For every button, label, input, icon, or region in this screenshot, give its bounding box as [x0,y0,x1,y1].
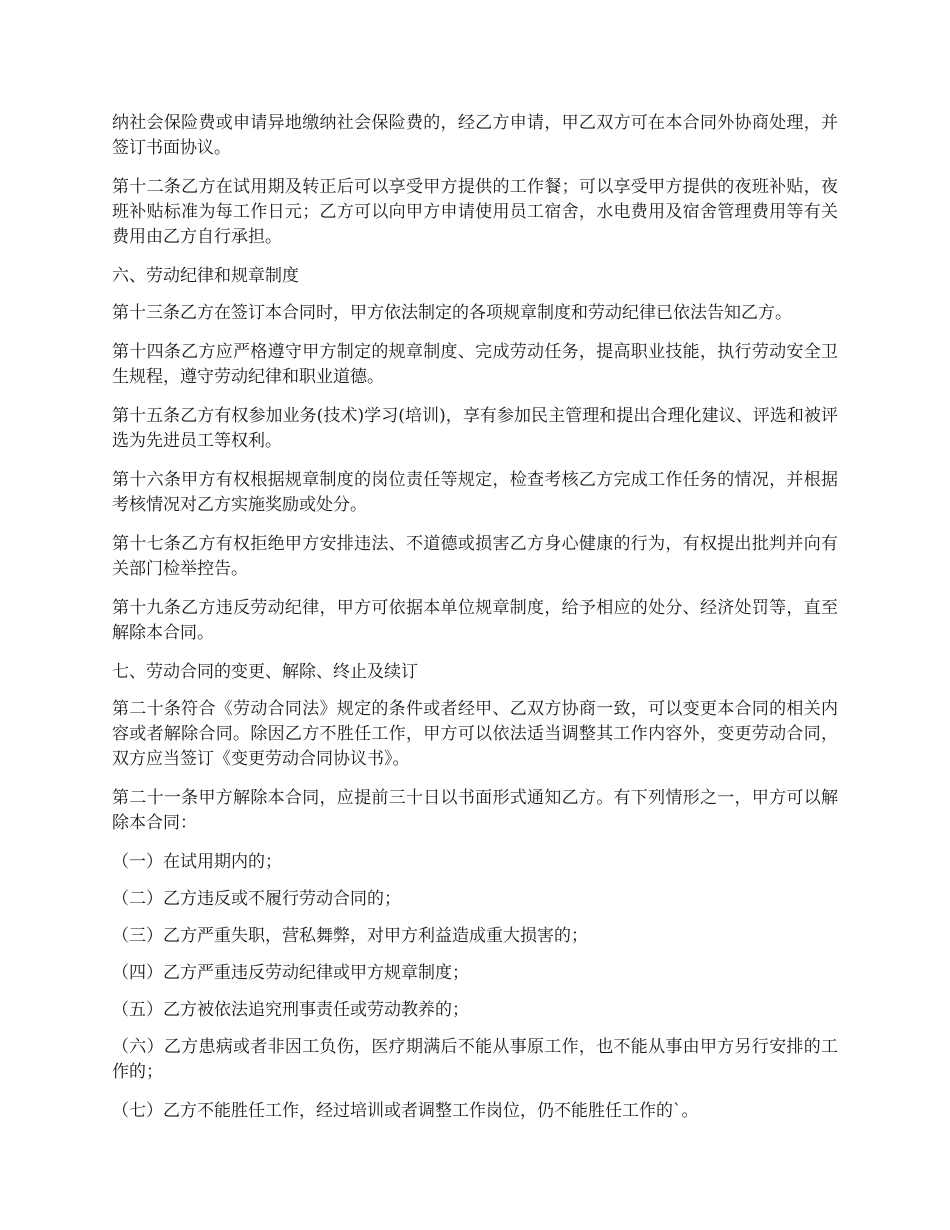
section-heading-7: 七、劳动合同的变更、解除、终止及续订 [112,662,418,682]
paragraph-article-17: 第十七条乙方有权拒绝甲方安排违法、不道德或损害乙方身心健康的行为，有权提出批判并向有关部门检举控告。 [112,534,838,579]
list-item-3: （三）乙方严重失职，营私舞弊，对甲方利益造成重大损害的； [112,926,588,946]
paragraph-continuation: 纳社会保险费或申请异地缴纳社会保险费的，经乙方申请，甲乙双方可在本合同外协商处理，并签订书面协议。 [112,113,838,158]
paragraph-article-21: 第二十一条甲方解除本合同，应提前三十日以书面形式通知乙方。有下列情形之一，甲方可以解除本合同： [112,788,838,833]
paragraph-article-13: 第十三条乙方在签订本合同时，甲方依法制定的各项规章制度和劳动纪律已依法告知乙方。 [112,303,792,323]
paragraph-article-20: 第二十条符合《劳动合同法》规定的条件或者经甲、乙双方协商一致，可以变更本合同的相关内容或者解除合同。除因乙方不胜任工作，甲方可以依法适当调整其工作内容外，变更劳动合同，双方应当签订《变更劳动合同协议书》。 [112,699,838,769]
paragraph-article-19: 第十九条乙方违反劳动纪律，甲方可依据本单位规章制度，给予相应的处分、经济处罚等，直至解除本合同。 [112,598,838,643]
paragraph-article-15: 第十五条乙方有权参加业务(技术)学习(培训)，享有参加民主管理和提出合理化建议、评选和被评选为先进员工等权利。 [112,406,838,451]
list-item-4: （四）乙方严重违反劳动纪律或甲方规章制度； [112,963,469,983]
paragraph-article-12: 第十二条乙方在试用期及转正后可以享受甲方提供的工作餐；可以享受甲方提供的夜班补贴，夜班补贴标准为每工作日元；乙方可以向甲方申请使用员工宿舍，水电费用及宿舍管理费用等有关费用由乙方自行承担。 [112,177,838,247]
list-item-1: （一）在试用期内的； [112,852,282,872]
list-item-2: （二）乙方违反或不履行劳动合同的； [112,889,401,909]
paragraph-article-14: 第十四条乙方应严格遵守甲方制定的规章制度、完成劳动任务，提高职业技能，执行劳动安全卫生规程，遵守劳动纪律和职业道德。 [112,342,838,387]
list-item-5: （五）乙方被依法追究刑事责任或劳动教养的； [112,1000,469,1020]
paragraph-article-16: 第十六条甲方有权根据规章制度的岗位责任等规定，检查考核乙方完成工作任务的情况，并根据考核情况对乙方实施奖励或处分。 [112,470,838,515]
list-item-6: （六）乙方患病或者非因工负伤，医疗期满后不能从事原工作，也不能从事由甲方另行安排的工作的； [112,1037,838,1082]
list-item-7: （七）乙方不能胜任工作，经过培训或者调整工作岗位，仍不能胜任工作的`。 [112,1101,699,1121]
section-heading-6: 六、劳动纪律和规章制度 [112,266,299,286]
document-body [112,111,838,1124]
